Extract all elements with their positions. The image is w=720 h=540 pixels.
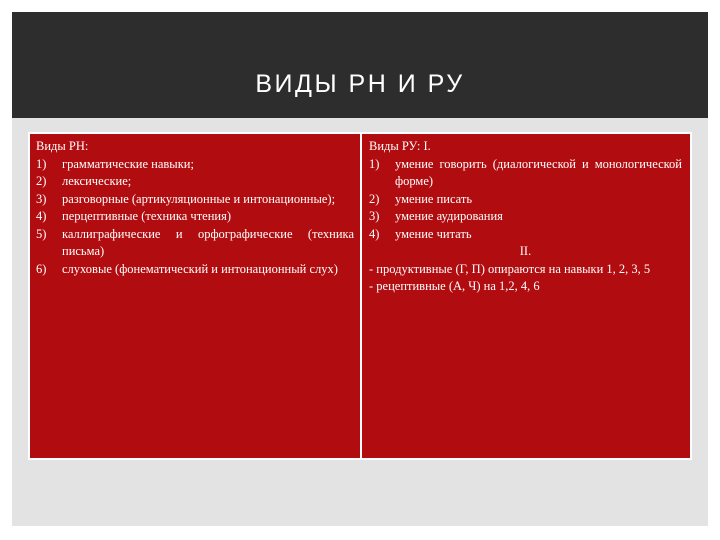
list-item: 4) умение читать [369, 226, 472, 241]
list-item: 2) лексические; [36, 174, 132, 188]
list-item: 2) умение писать [369, 191, 473, 206]
slide-title: ВИДЫ РН И РУ [255, 70, 465, 98]
list-item: 4) перцептивные (техника чтения) [36, 209, 232, 223]
productive-note: - продуктивные (Г, П) опираются на навыки 1, 2, 3, 5 [369, 261, 651, 276]
title-bar [12, 12, 708, 118]
list-item: 1) грамматические навыки; [36, 156, 194, 171]
rn-list [36, 156, 354, 279]
list-item: 1) умение говорить (диалогической и монологической форме) [369, 156, 682, 188]
rn-heading: Виды РН: [36, 139, 89, 153]
cell-rn-types [30, 134, 360, 458]
receptive-note: - рецептивные (А, Ч) на 1,2, 4, 6 [369, 279, 540, 293]
ru-heading: Виды РУ: I. [369, 139, 431, 153]
cell-ru-types [362, 134, 690, 458]
list-item: 3) умение аудирования [369, 209, 503, 223]
section-two-heading: II. [519, 244, 532, 258]
ru-list [369, 156, 682, 244]
list-item: 3) разговорные (артикуляционные и интонационные); [36, 191, 336, 206]
content-table [28, 132, 692, 460]
list-item: 5) каллиграфические и орфографические (техника письма) [36, 226, 354, 258]
list-item: 6) слуховые (фонематический и интонационный слух) [36, 261, 338, 276]
